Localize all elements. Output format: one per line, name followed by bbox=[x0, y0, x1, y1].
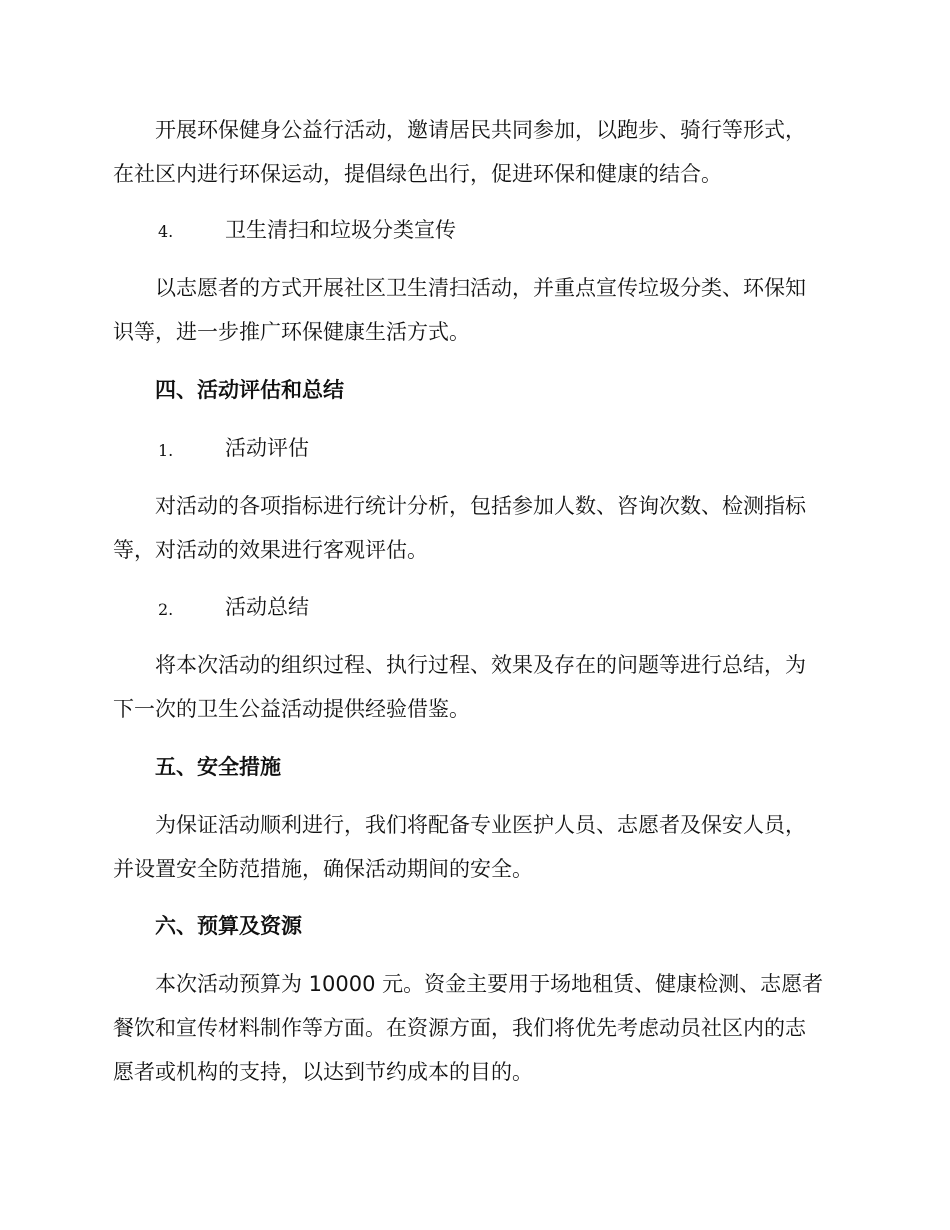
paragraph-line: 开展环保健身公益行活动，邀请居民共同参加，以跑步、骑行等形式， bbox=[155, 118, 806, 142]
list-item-title: 活动总结 bbox=[225, 595, 309, 619]
list-number: 4. bbox=[158, 222, 174, 241]
paragraph-line: 等，对活动的效果进行客观评估。 bbox=[113, 538, 428, 562]
paragraph-line: 下一次的卫生公益活动提供经验借鉴。 bbox=[113, 697, 470, 721]
paragraph-line: 将本次活动的组织过程、执行过程、效果及存在的问题等进行总结，为 bbox=[155, 653, 806, 677]
paragraph-line: 餐饮和宣传材料制作等方面。在资源方面，我们将优先考虑动员社区内的志 bbox=[113, 1016, 806, 1040]
paragraph-line: 在社区内进行环保运动，提倡绿色出行，促进环保和健康的结合。 bbox=[113, 162, 722, 186]
list-number: 2. bbox=[158, 600, 174, 619]
paragraph-line: 对活动的各项指标进行统计分析，包括参加人数、咨询次数、检测指标 bbox=[155, 494, 806, 518]
list-item-title: 卫生清扫和垃圾分类宣传 bbox=[225, 218, 456, 242]
paragraph-line: 为保证活动顺利进行，我们将配备专业医护人员、志愿者及保安人员， bbox=[155, 813, 806, 837]
list-number: 1. bbox=[158, 441, 174, 460]
section-heading: 六、预算及资源 bbox=[155, 914, 302, 938]
section-heading: 五、安全措施 bbox=[155, 755, 281, 779]
paragraph-line: 本次活动预算为 10000 元。资金主要用于场地租赁、健康检测、志愿者 bbox=[155, 972, 824, 996]
paragraph-line: 并设置安全防范措施，确保活动期间的安全。 bbox=[113, 857, 533, 881]
paragraph-line: 愿者或机构的支持，以达到节约成本的目的。 bbox=[113, 1060, 533, 1084]
list-item-title: 活动评估 bbox=[225, 436, 309, 460]
section-heading: 四、活动评估和总结 bbox=[155, 378, 344, 402]
paragraph-line: 以志愿者的方式开展社区卫生清扫活动，并重点宣传垃圾分类、环保知 bbox=[155, 276, 806, 300]
paragraph-line: 识等，进一步推广环保健康生活方式。 bbox=[113, 320, 470, 344]
